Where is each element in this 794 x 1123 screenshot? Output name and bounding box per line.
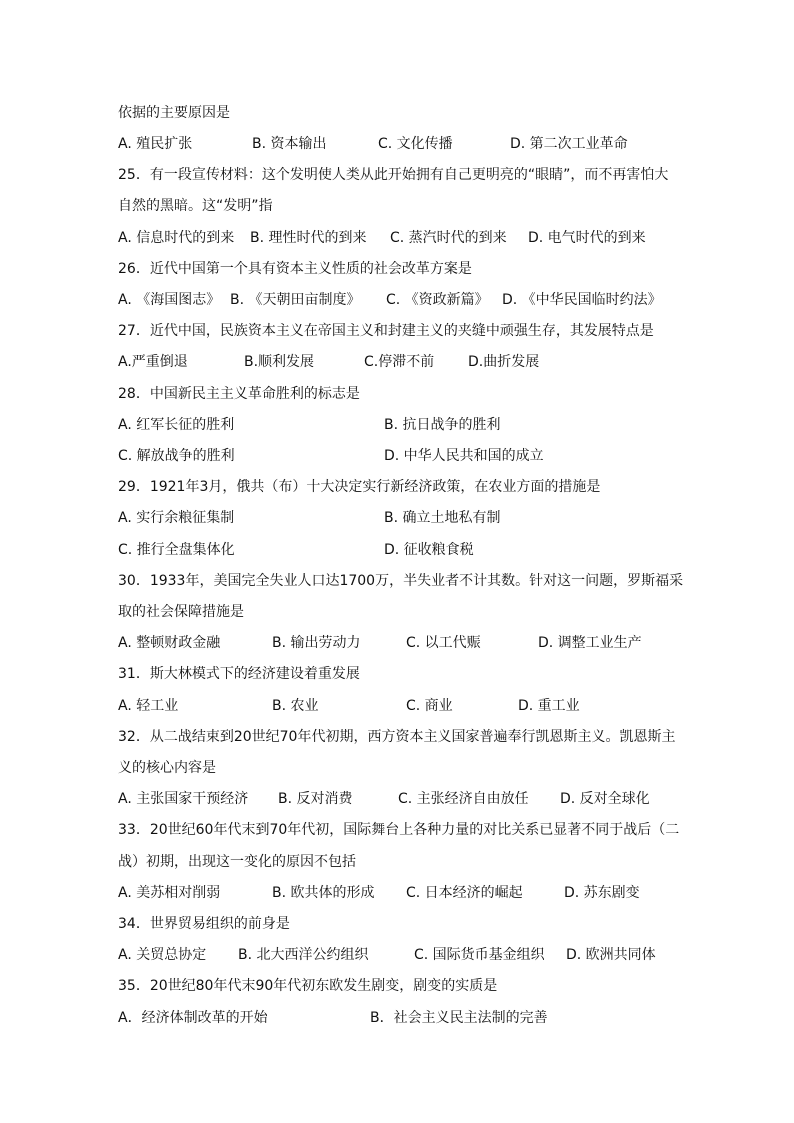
option-a: A．经济体制改革的开始 — [118, 1010, 268, 1026]
option-c: C. 主张经济自由放任 — [398, 791, 529, 807]
option-b: B. 资本输出 — [252, 136, 327, 152]
option-c: C. 商业 — [406, 698, 453, 714]
option-d: D. 中华人民共和国的成立 — [384, 448, 544, 464]
question-33-stem-cont: 战）初期，出现这一变化的原因不包括 — [118, 854, 356, 870]
option-a: A. 主张国家干预经济 — [118, 791, 249, 807]
option-c: C. 国际货币基金组织 — [414, 947, 545, 963]
option-c: C. 推行全盘集体化 — [118, 542, 235, 558]
option-c: C.停滞不前 — [364, 354, 435, 370]
option-c: C. 以工代赈 — [406, 635, 481, 651]
question-25-stem-cont: 自然的黑暗。这“发明”指 — [118, 198, 273, 214]
option-d: D. 第二次工业革命 — [510, 136, 628, 152]
question-31-stem: 31．斯大林模式下的经济建设着重发展 — [118, 666, 360, 682]
option-d: D.曲折发展 — [468, 354, 540, 370]
option-d: D. 征收粮食税 — [384, 542, 474, 558]
option-d: D. 欧洲共同体 — [566, 947, 656, 963]
option-a: A. 整顿财政金融 — [118, 635, 221, 651]
option-a: A.严重倒退 — [118, 354, 188, 370]
option-b: B．社会主义民主法制的完善 — [370, 1010, 548, 1026]
question-25-stem: 25．有一段宣传材料：这个发明使人类从此开始拥有自己更明亮的“眼睛”，而不再害怕大 — [118, 167, 669, 183]
option-b: B. 确立土地私有制 — [384, 510, 501, 526]
question-33-stem: 33．20世纪60年代末到70年代初，国际舞台上各种力量的对比关系已显著不同于战后（二 — [118, 822, 680, 838]
option-a: A. 实行余粮征集制 — [118, 510, 235, 526]
question-28-stem: 28．中国新民主主义革命胜利的标志是 — [118, 386, 360, 402]
option-b: B. 反对消费 — [278, 791, 353, 807]
option-b: B. 《天朝田亩制度》 — [230, 292, 361, 308]
option-d: D. 《中华民国临时约法》 — [502, 292, 662, 308]
option-a: A. 美苏相对削弱 — [118, 885, 221, 901]
option-b: B. 输出劳动力 — [272, 635, 361, 651]
option-b: B. 理性时代的到来 — [250, 230, 367, 246]
question-27-stem: 27．近代中国，民族资本主义在帝国主义和封建主义的夹缝中顽强生存，其发展特点是 — [118, 323, 654, 339]
question-34-stem: 34．世界贸易组织的前身是 — [118, 916, 290, 932]
option-d: D. 苏东剧变 — [564, 885, 640, 901]
option-a: A. 关贸总协定 — [118, 947, 207, 963]
option-d: D. 重工业 — [518, 698, 580, 714]
question-26-stem: 26．近代中国第一个具有资本主义性质的社会改革方案是 — [118, 261, 472, 277]
option-a: A. 信息时代的到来 — [118, 230, 235, 246]
question-32-stem-cont: 义的核心内容是 — [118, 760, 216, 776]
question-32-stem: 32．从二战结束到20世纪70年代初期，西方资本主义国家普遍奉行凯恩斯主义。凯恩斯主 — [118, 729, 676, 745]
option-c: C. 解放战争的胜利 — [118, 448, 235, 464]
option-a: A. 红军长征的胜利 — [118, 417, 235, 433]
option-b: B. 北大西洋公约组织 — [238, 947, 369, 963]
option-b: B. 抗日战争的胜利 — [384, 417, 501, 433]
question-30-stem: 30．1933年，美国完全失业人口达1700万，半失业者不计其数。针对这一问题，罗斯福采 — [118, 573, 684, 589]
option-d: D. 电气时代的到来 — [528, 230, 646, 246]
option-b: B. 农业 — [272, 698, 319, 714]
option-c: C. 日本经济的崛起 — [406, 885, 523, 901]
option-b: B. 欧共体的形成 — [272, 885, 375, 901]
option-a: A. 轻工业 — [118, 698, 179, 714]
option-c: C. 蒸汽时代的到来 — [390, 230, 507, 246]
question-30-stem-cont: 取的社会保障措施是 — [118, 604, 244, 620]
option-b: B.顺利发展 — [244, 354, 315, 370]
question-35-stem: 35．20世纪80年代末90年代初东欧发生剧变，剧变的实质是 — [118, 978, 498, 994]
option-a: A. 《海国图志》 — [118, 292, 221, 308]
option-d: D. 反对全球化 — [560, 791, 650, 807]
option-c: C. 《资政新篇》 — [386, 292, 489, 308]
option-a: A. 殖民扩张 — [118, 136, 193, 152]
question-24-stem-end: 依据的主要原因是 — [118, 105, 230, 121]
option-d: D. 调整工业生产 — [538, 635, 642, 651]
question-29-stem: 29．1921年3月，俄共（布）十大决定实行新经济政策，在农业方面的措施是 — [118, 479, 601, 495]
option-c: C. 文化传播 — [378, 136, 453, 152]
